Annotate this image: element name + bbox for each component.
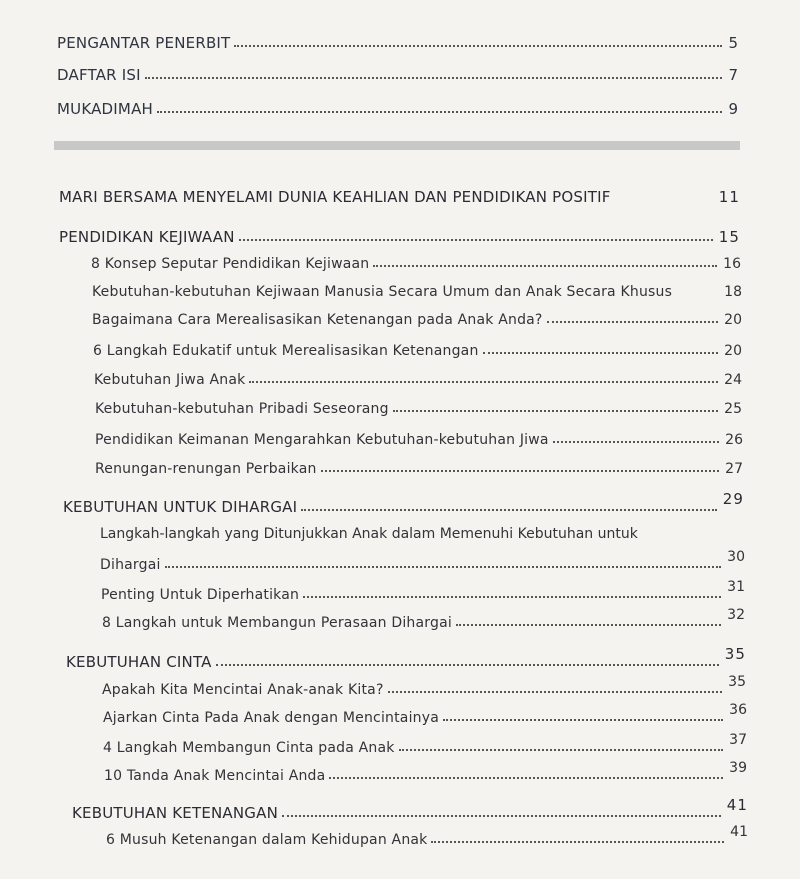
dot-leader xyxy=(249,381,718,383)
dot-leader xyxy=(373,265,717,267)
toc-page-number: 15 xyxy=(718,228,740,246)
toc-subentry[interactable] xyxy=(92,312,742,328)
toc-chapter-pendidikan-kejiwaan[interactable] xyxy=(59,228,740,246)
dot-leader xyxy=(321,470,720,472)
toc-entry-label: Kebutuhan Jiwa Anak xyxy=(94,372,246,388)
toc-subentry[interactable] xyxy=(95,432,743,448)
toc-entry-pengantar[interactable] xyxy=(57,34,738,52)
toc-subentry[interactable] xyxy=(102,674,746,698)
toc-subentry[interactable] xyxy=(104,760,747,784)
toc-page-number: 18 xyxy=(724,284,742,300)
dot-leader xyxy=(303,596,721,598)
dot-leader xyxy=(234,45,722,47)
toc-subentry[interactable] xyxy=(106,824,748,848)
toc-page-number: 31 xyxy=(727,579,745,595)
toc-subentry[interactable] xyxy=(95,401,742,417)
toc-page-number: 5 xyxy=(728,34,738,52)
toc-subentry[interactable] xyxy=(92,284,742,300)
dot-leader xyxy=(456,624,721,626)
dot-leader xyxy=(239,239,713,241)
toc-entry-label: PENGANTAR PENERBIT xyxy=(57,34,231,52)
toc-subentry-line1: Langkah-langkah yang Ditunjukkan Anak dalam Memenuhi Kebutuhan untuk xyxy=(100,526,638,542)
dot-leader xyxy=(443,719,723,721)
toc-chapter-kebutuhan-cinta[interactable] xyxy=(66,645,746,671)
toc-entry-label: Kebutuhan-kebutuhan Pribadi Seseorang xyxy=(95,401,389,417)
toc-entry-label: Bagaimana Cara Merealisasikan Ketenangan pada Anak Anda? xyxy=(92,312,543,328)
dot-leader xyxy=(216,664,719,666)
toc-subentry[interactable] xyxy=(100,549,745,573)
toc-page-number: 27 xyxy=(725,461,743,477)
toc-entry-label: 4 Langkah Membangun Cinta pada Anak xyxy=(103,740,395,756)
toc-subentry[interactable] xyxy=(103,732,747,756)
toc-page-number: 20 xyxy=(724,343,742,359)
toc-page-number: 16 xyxy=(723,256,741,272)
toc-chapter-kebutuhan-ketenangan[interactable] xyxy=(72,796,748,822)
toc-entry-label: 8 Konsep Seputar Pendidikan Kejiwaan xyxy=(91,256,370,272)
dot-leader xyxy=(388,691,723,693)
toc-entry-intro[interactable] xyxy=(59,188,740,206)
toc-page-number: 41 xyxy=(730,824,748,840)
toc-page-number: 30 xyxy=(727,549,745,565)
toc-subentry[interactable] xyxy=(91,256,741,272)
toc-entry-label: Dihargai xyxy=(100,557,161,573)
dot-leader xyxy=(431,841,724,843)
toc-entry-daftar-isi[interactable] xyxy=(57,66,738,84)
dot-leader xyxy=(157,111,722,113)
toc-page-number: 9 xyxy=(728,100,738,118)
toc-page-number: 32 xyxy=(727,607,745,623)
toc-page-number: 26 xyxy=(725,432,743,448)
toc-chapter-label: KEBUTUHAN CINTA xyxy=(66,653,212,671)
toc-page-number: 35 xyxy=(724,645,746,663)
toc-entry-label: Ajarkan Cinta Pada Anak dengan Mencintainya xyxy=(103,710,440,726)
toc-page-number: 24 xyxy=(724,372,742,388)
dot-leader xyxy=(145,77,723,79)
dot-leader xyxy=(553,441,719,443)
toc-page-number: 37 xyxy=(729,732,747,748)
toc-subentry[interactable] xyxy=(95,461,743,477)
toc-entry-label: Apakah Kita Mencintai Anak-anak Kita? xyxy=(102,682,384,698)
toc-subentry[interactable] xyxy=(103,702,747,726)
toc-page-number: 39 xyxy=(729,760,747,776)
toc-entry-label: DAFTAR ISI xyxy=(57,66,141,84)
toc-chapter-label: KEBUTUHAN UNTUK DIHARGAI xyxy=(63,498,298,516)
toc-entry-label: 10 Tanda Anak Mencintai Anda xyxy=(104,768,326,784)
toc-subentry[interactable] xyxy=(94,372,742,388)
toc-page-number: 29 xyxy=(722,490,744,508)
toc-entry-label: Penting Untuk Diperhatikan xyxy=(101,587,300,603)
dot-leader xyxy=(329,777,723,779)
dot-leader xyxy=(165,566,722,568)
toc-entry-label: Kebutuhan-kebutuhan Kejiwaan Manusia Secara Umum dan Anak Secara Khusus xyxy=(92,284,673,300)
toc-chapter-label: KEBUTUHAN KETENANGAN xyxy=(72,804,279,822)
dot-leader xyxy=(483,352,719,354)
dot-leader xyxy=(399,749,724,751)
toc-subentry[interactable] xyxy=(93,343,742,359)
toc-page-number: 7 xyxy=(728,66,738,84)
toc-entry-label: Renungan-renungan Perbaikan xyxy=(95,461,317,477)
dot-leader xyxy=(301,509,716,511)
toc-subentry[interactable] xyxy=(102,607,745,631)
toc-subentry[interactable] xyxy=(101,579,745,603)
toc-entry-label: 8 Langkah untuk Membangun Perasaan Dihargai xyxy=(102,615,452,631)
dot-leader xyxy=(547,321,719,323)
toc-entry-label: MARI BERSAMA MENYELAMI DUNIA KEAHLIAN DAN PENDIDIKAN POSITIF xyxy=(59,188,611,206)
toc-chapter-label: PENDIDIKAN KEJIWAAN xyxy=(59,228,235,246)
dot-leader xyxy=(393,410,718,412)
toc-page-number: 11 xyxy=(718,188,740,206)
toc-entry-label: 6 Langkah Edukatif untuk Merealisasikan Ketenangan xyxy=(93,343,479,359)
toc-entry-label: MUKADIMAH xyxy=(57,100,154,118)
toc-page-number: 25 xyxy=(724,401,742,417)
toc-entry-label: 6 Musuh Ketenangan dalam Kehidupan Anak xyxy=(106,832,428,848)
toc-page-number: 35 xyxy=(728,674,746,690)
toc-page-number: 36 xyxy=(729,702,747,718)
toc-entry-label: Pendidikan Keimanan Mengarahkan Kebutuhan-kebutuhan Jiwa xyxy=(95,432,549,448)
toc-chapter-kebutuhan-dihargai[interactable] xyxy=(63,490,744,516)
toc-entry-mukadimah[interactable] xyxy=(57,100,738,118)
section-divider xyxy=(54,141,740,150)
toc-page-number: 20 xyxy=(724,312,742,328)
toc-page-number: 41 xyxy=(726,796,748,814)
dot-leader xyxy=(282,815,721,817)
